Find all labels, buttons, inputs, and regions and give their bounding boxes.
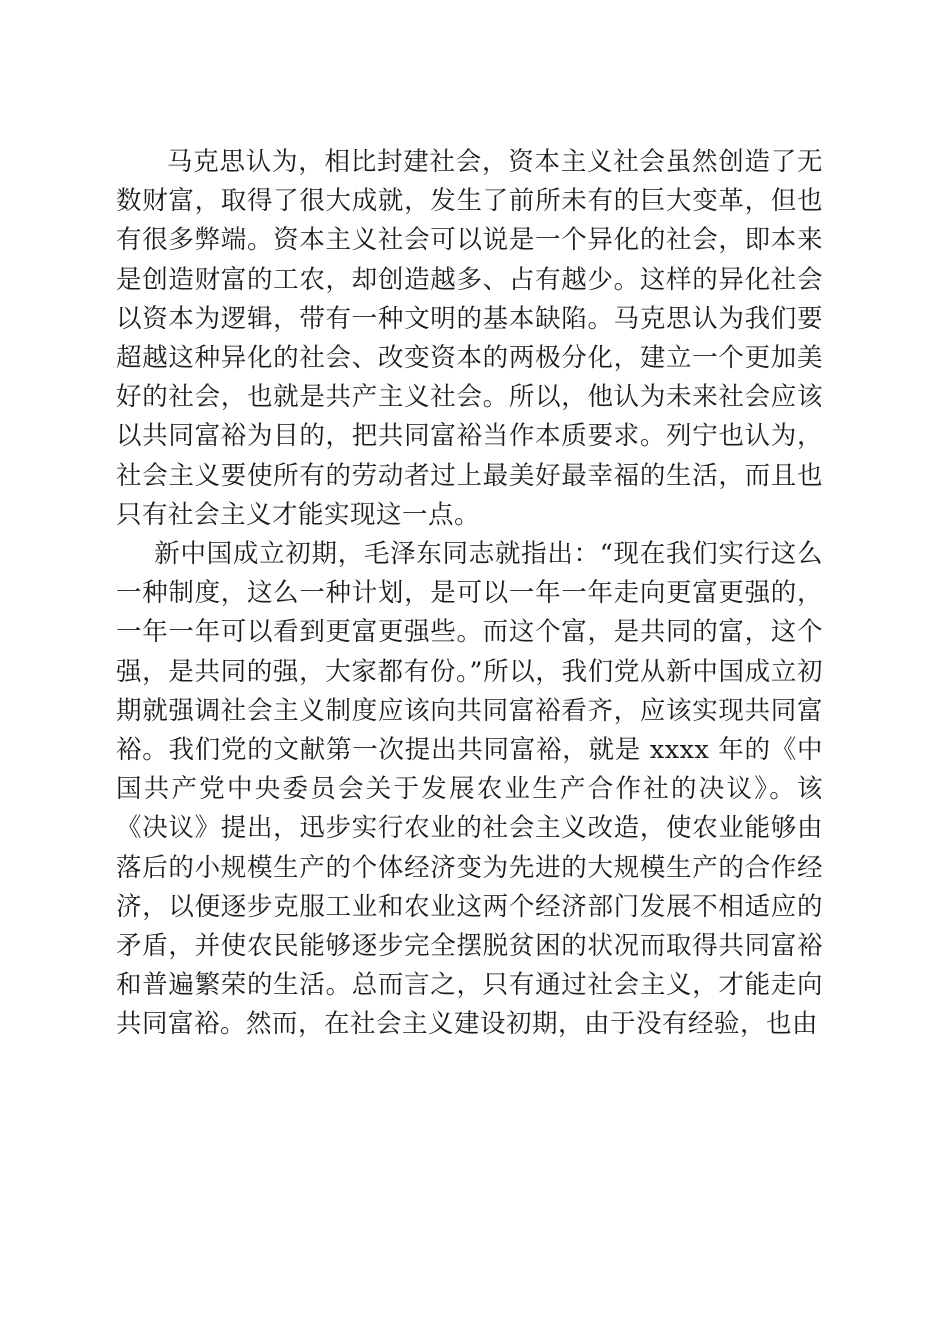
paragraph-mao-common-prosperity: 新中国成立初期，毛泽东同志就指出：“现在我们实行这么一种制度，这么一种计划，是可以一年一年走向更富更强的，一年一年可以看到更富更强些。而这个富，是共同的富，这个强，是共同的强，大家都有份。”所以，我们党从新中国成立初期就强调社会主义制度应该向共同富裕看齐，应该实现共同富裕。我们党的文献第一次提出共同富裕，就是 xxxx 年的《中国共产党中央委员会关于发展农业生产合作社的决议》。该《决议》提出，迅步实行农业的社会主义改造，使农业能够由落后的小规模生产的个体经济变为先进的大规模生产的合作经济，以便逐步克服工业和农业这两个经济部门发展不相适应的矛盾，并使农民能够逐步完全摆脱贫困的状况而取得共同富裕和普遍繁荣的生活。总而言之，只有通过社会主义，才能走向共同富裕。然而，在社会主义建设初期，由于没有经验，也由 [116,539,823,1040]
document-body [116,143,823,1045]
paragraph-marx-common-prosperity: 马克思认为，相比封建社会，资本主义社会虽然创造了无数财富，取得了很大成就，发生了前所未有的巨大变革，但也有很多弊端。资本主义社会可以说是一个异化的社会，即本来是创造财富的工农，却创造越多、占有越少。这样的异化社会以资本为逻辑，带有一种文明的基本缺陷。马克思认为我们要超越这种异化的社会、改变资本的两极分化，建立一个更加美好的社会，也就是共产主义社会。所以，他认为未来社会应该以共同富裕为目的，把共同富裕当作本质要求。列宁也认为，社会主义要使所有的劳动者过上最美好最幸福的生活，而且也只有社会主义才能实现这一点。 [116,147,823,530]
